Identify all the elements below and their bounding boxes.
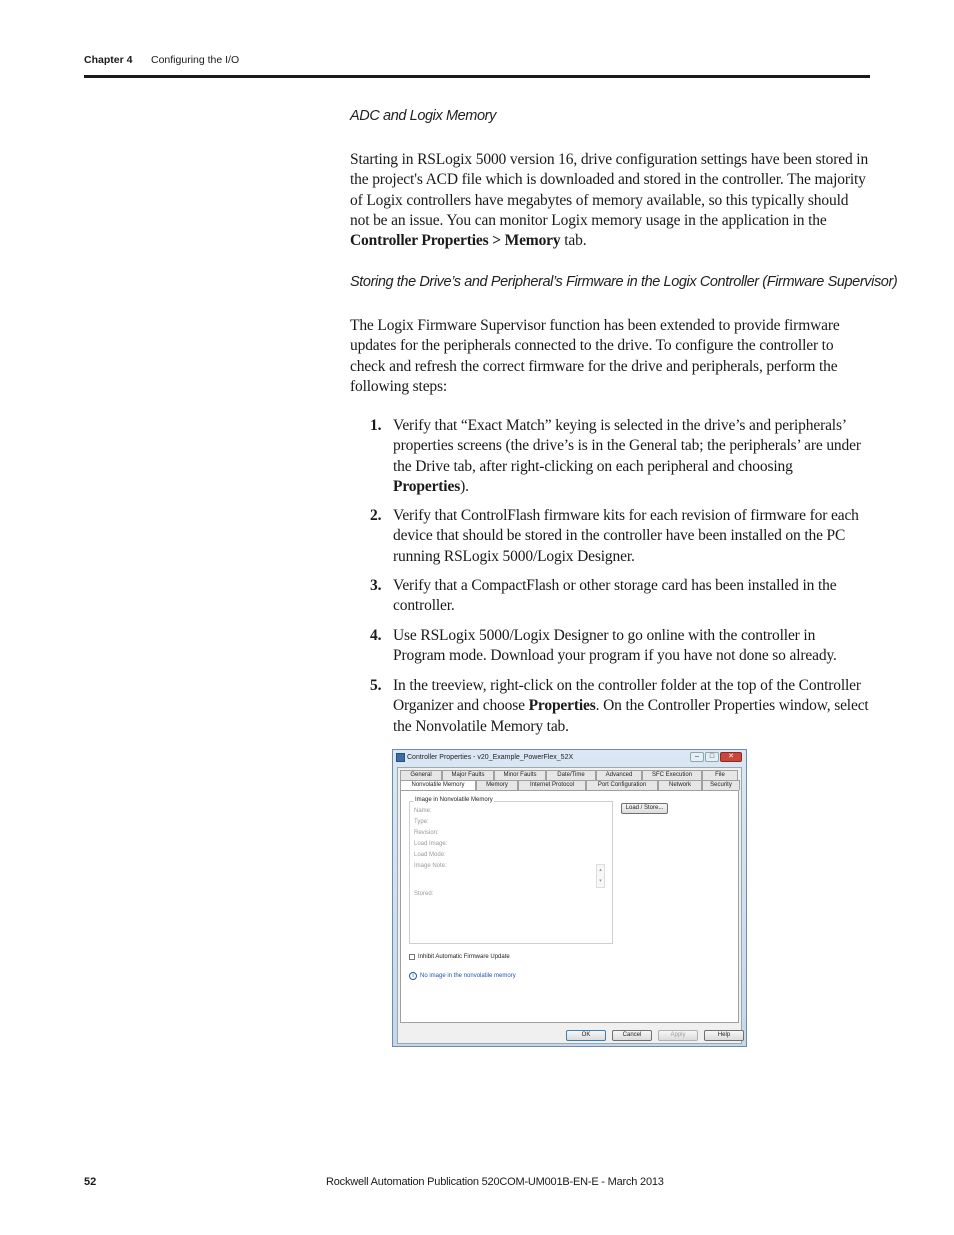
nonvolatile-memory-panel [400,790,739,1023]
chapter-label: Chapter 4 [84,54,133,66]
field-image-note-label: Image Note: [414,863,447,869]
list-item: 3. Verify that a CompactFlash or other storage card has been installed in the controller. [370,577,837,615]
tab-file[interactable]: File [702,770,738,780]
publication-info: Rockwell Automation Publication 520COM-UM001B-EN-E - March 2013 [326,1176,664,1188]
field-stored-label: Stored: [414,891,434,897]
tab-advanced[interactable]: Advanced [596,770,642,780]
tab-major-faults[interactable]: Major Faults [442,770,494,780]
list-item: 4. Use RSLogix 5000/Logix Designer to go online with the controller in Program mode. Download your program if you have not done so already. [370,627,837,665]
page-header [84,54,870,78]
apply-button[interactable]: Apply [658,1030,698,1041]
tab-network[interactable]: Network [658,780,702,790]
section-heading-adc-memory: ADC and Logix Memory [350,108,496,124]
dialog-body [397,767,742,1044]
info-icon: i [409,972,417,980]
tab-minor-faults[interactable]: Minor Faults [494,770,546,780]
tab-sfc-execution[interactable]: SFC Execution [642,770,702,780]
image-note-scrollbar[interactable]: ▴ ▾ [596,864,605,888]
tab-memory[interactable]: Memory [476,780,518,790]
group-title: Image in Nonvolatile Memory [415,797,493,803]
field-load-image-label: Load Image: [414,841,448,847]
inhibit-firmware-update-checkbox[interactable] [409,954,510,960]
section-heading-firmware-supervisor: Storing the Drive’s and Peripheral’s Firmware in the Logix Controller (Firmware Supervisor) [350,274,898,290]
tab-date-time[interactable]: Date/Time [546,770,596,780]
list-item: 5. In the treeview, right-click on the controller folder at the top of the Controller Organizer and choose Properties. On the Controller Properties window, select the Nonvolatile Memory tab. [370,677,869,735]
help-button[interactable]: Help [704,1030,744,1041]
controller-properties-dialog [392,749,747,1047]
field-load-mode-label: Load Mode: [414,852,446,858]
load-store-button[interactable]: Load / Store... [621,803,668,814]
close-icon[interactable]: ✕ [720,752,742,762]
info-message [409,972,516,980]
info-text: No image in the nonvolatile memory [420,973,516,979]
window-controls [690,752,742,762]
dialog-buttons [566,1030,744,1041]
tab-nonvolatile-memory[interactable]: Nonvolatile Memory [400,780,476,791]
ok-button[interactable]: OK [566,1030,606,1041]
dialog-title: Controller Properties - v20_Example_PowerFlex_52X [407,754,574,761]
app-icon [396,753,405,762]
section-paragraph-firmware-supervisor: The Logix Firmware Supervisor function has been extended to provide firmware updates for the peripherals connected to the drive. To configure the controller to check and refresh the correct firmware for the drive and peripherals, perform the following steps: [350,317,840,395]
image-group [409,797,613,944]
checkbox-label: Inhibit Automatic Firmware Update [418,954,510,960]
list-item: 1. Verify that “Exact Match” keying is selected in the drive’s and peripherals’ properties screens (the drive’s is in the General tab; the peripherals’ are under the Drive tab, after right-clicking on each peripheral and choosing Properties). [370,417,861,495]
page-number: 52 [84,1176,97,1188]
tab-row-1 [400,770,738,780]
chapter-title: Configuring the I/O [151,54,240,66]
tab-port-configuration[interactable]: Port Configuration [586,780,658,790]
section-paragraph-adc-memory: Starting in RSLogix 5000 version 16, drive configuration settings have been stored in the project's ACD file which is downloaded and stored in the controller. The majority of Logix controllers have megabytes of memory available, so this typically should not be an issue. You can monitor Logix memory usage in the application in the Controller Properties > Memory tab. [350,151,869,250]
cancel-button[interactable]: Cancel [612,1030,652,1041]
minimize-icon[interactable]: – [690,752,704,762]
field-revision-label: Revision: [414,830,439,836]
checkbox-icon[interactable] [409,954,415,960]
field-name-label: Name: [414,808,432,814]
list-item: 2. Verify that ControlFlash firmware kits for each revision of firmware for each device that should be stored in the controller have been installed on the PC running RSLogix 5000/Logix Designer. [370,507,859,565]
tab-general[interactable]: General [400,770,442,780]
tab-security[interactable]: Security [702,780,740,790]
field-type-label: Type: [414,819,429,825]
tab-internet-protocol[interactable]: Internet Protocol [518,780,586,790]
maximize-icon[interactable]: □ [705,752,719,762]
